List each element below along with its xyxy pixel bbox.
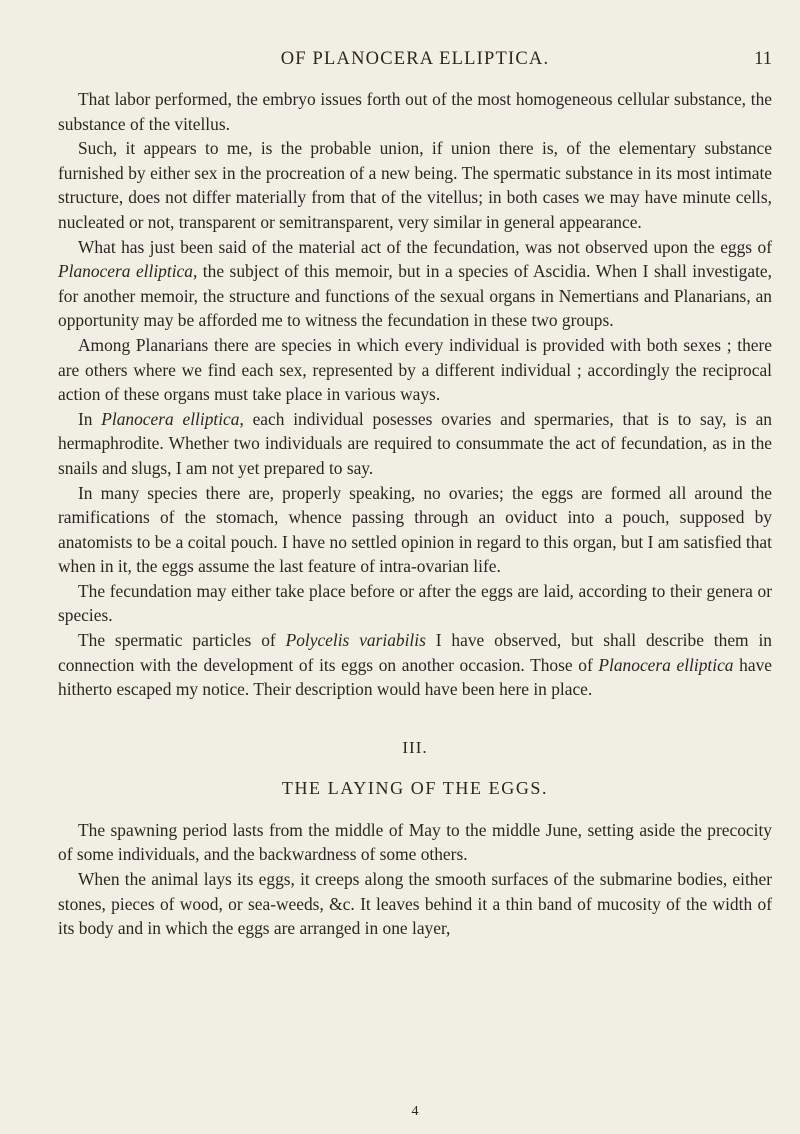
- text-run: In: [78, 408, 102, 429]
- paragraph: [58, 136, 772, 234]
- text-run: The fecundation may either take place before or after the eggs are laid, according to their genera or species.: [58, 580, 772, 626]
- text-run: The spermatic particles of: [78, 630, 286, 651]
- paragraph: [58, 333, 772, 407]
- paragraph: [58, 407, 772, 481]
- text-run: What has just been said of the material act of the fecundation, was not observed upon the eggs of: [78, 236, 772, 257]
- section-number: III.: [402, 737, 428, 757]
- text-run: , each individual posesses ovaries and spermaries, that is to say, is an hermaphrodite. Whether two individuals are required to consummate the act of fecundation, as in the snails and slugs, I am not yet prepared to say.: [58, 408, 772, 478]
- page-header: [58, 49, 772, 73]
- paragraph: [58, 235, 772, 333]
- text-run: I have observed, but shall describe them in connection with the development of its eggs on another occasion. Those of: [58, 630, 772, 675]
- page-number: 11: [754, 49, 772, 69]
- body-text: [58, 87, 772, 941]
- paragraph: [58, 628, 772, 702]
- text-run: Such, it appears to me, is the probable union, if union there is, of the elementary substance furnished by either sex in the procreation of a new being. The spermatic substance in its most intimate structure, does not differ materially from that of the vitellus; in both cases we may have minute cells, nucleated or not, transparent or semitransparent, very similar in general appearance.: [58, 138, 772, 232]
- text-run: Among Planarians there are species in which every individual is provided with both sexes ; there are others where we find each sex, represented by a different individual ; accordingly the reciprocal action of these organs must take place in various ways.: [58, 334, 772, 405]
- species-name: Planocera elliptica: [101, 408, 240, 429]
- species-name: Polycelis variabilis: [285, 630, 426, 651]
- paragraph: [58, 818, 772, 867]
- text-run: have hitherto escaped my notice. Their description would have been here in place.: [58, 654, 772, 700]
- section-title: THE LAYING OF THE EGGS.: [281, 777, 549, 798]
- text-run: In many species there are, properly speaking, no ovaries; the eggs are formed all around the ramifications of the stomach, whence passing through an oviduct into a pouch, supposed by anatomists to be a coital pouch. I have no settled opinion in regard to this organ, but I am satisfied that when in it, the eggs assume the last feature of intra-ovarian life.: [58, 482, 772, 577]
- text-run: When the animal lays its eggs, it creeps along the smooth surfaces of the submarine bodies, either stones, pieces of wood, or sea-weeds, &c. It leaves behind it a thin band of mucosity of the width of its body and in which the eggs are arranged in one layer,: [58, 869, 772, 939]
- species-name: Planocera elliptica: [58, 261, 193, 282]
- paragraph: [58, 481, 772, 579]
- species-name: Planocera elliptica: [598, 654, 734, 675]
- paragraph: [58, 579, 772, 628]
- signature-mark: 4: [411, 1104, 419, 1119]
- paragraph: [58, 867, 772, 941]
- text-run: The spawning period lasts from the middle of May to the middle June, setting aside the precocity of some individuals, and the backwardness of some others.: [58, 819, 772, 865]
- text-run: That labor performed, the embryo issues forth out of the most homogeneous cellular substance, the substance of the vitellus.: [58, 89, 772, 134]
- running-title: OF PLANOCERA ELLIPTICA.: [280, 49, 550, 69]
- paragraph: [58, 87, 772, 136]
- text-run: , the subject of this memoir, but in a species of Ascidia. When I shall investigate, for another memoir, the structure and functions of the sexual organs in Nemertians and Planarians, an opportunity may be afforded me to witness the fecundation in these two groups.: [58, 261, 772, 331]
